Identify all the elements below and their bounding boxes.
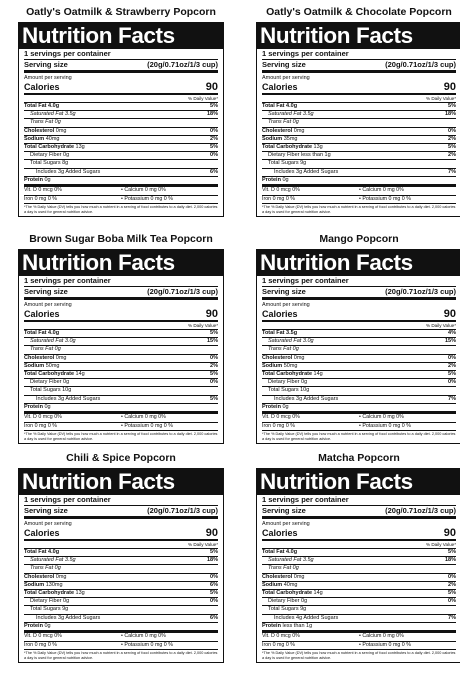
sugars-value: 9g	[300, 160, 307, 167]
carbohydrate-row: Total Carbohydrate 14g 5%	[262, 371, 456, 379]
calories-label: Calories	[262, 528, 298, 538]
added-sugars-label: Includes 3g Added Sugars	[36, 614, 101, 621]
sugars-row: Total Sugars 9g	[24, 606, 218, 614]
carbohydrate-row: Total Carbohydrate 13g 5%	[262, 144, 456, 152]
carbohydrate-value: 14g	[313, 590, 323, 597]
calories-value: 90	[443, 81, 456, 93]
calcium: • Calcium 0 mg 0%	[121, 633, 166, 640]
amount-per-serving: Amount per serving	[24, 302, 72, 308]
nutrition-facts-header: Nutrition Facts	[257, 250, 460, 276]
sodium-dv: 6%	[210, 581, 218, 588]
total-fat-value: 4.0g	[286, 103, 298, 109]
carbohydrate-value: 13g	[75, 590, 85, 597]
total-fat-dv: 4%	[448, 330, 456, 336]
nutrition-facts-header: Nutrition Facts	[257, 23, 460, 49]
serving-size-label: Serving size	[262, 287, 306, 296]
trans-fat-value: 0g	[54, 565, 61, 572]
saturated-fat-row: Saturated Fat 3.5g 18%	[262, 557, 456, 565]
carbohydrate-dv: 5%	[448, 144, 456, 151]
servings-per-container: 1 servings per container	[262, 49, 456, 60]
calcium: • Calcium 0 mg 0%	[359, 187, 404, 194]
amount-per-serving: Amount per serving	[24, 521, 72, 527]
daily-value-header: % Daily Value*	[262, 322, 456, 330]
cholesterol-value: 0mg	[55, 573, 67, 580]
cholesterol-row: Cholesterol 0mg 0%	[24, 355, 218, 363]
added-sugars-row	[24, 169, 218, 177]
total-fat-row: Total Fat 4.0g 5%	[24, 549, 218, 557]
nutrition-label	[256, 22, 460, 217]
fiber-row	[24, 152, 218, 160]
sugars-row: Total Sugars 10g	[262, 387, 456, 395]
daily-value-header: % Daily Value*	[262, 541, 456, 549]
vitamin-row	[24, 414, 218, 423]
sodium-dv: 2%	[210, 362, 218, 369]
serving-size-value: (20g/0.71oz/1/3 cup)	[385, 60, 456, 69]
carbohydrate-value: 14g	[313, 371, 323, 378]
mineral-row	[262, 642, 456, 651]
fiber-label: Dietary Fiber 0g	[30, 598, 70, 605]
saturated-fat-dv: 15%	[444, 338, 456, 345]
protein-value: 0g	[44, 622, 51, 629]
saturated-fat-dv: 18%	[444, 557, 456, 564]
total-fat-value: 3.5g	[286, 330, 298, 336]
fiber-row	[262, 598, 456, 606]
total-fat-value: 4.0g	[48, 330, 60, 336]
carbohydrate-dv: 5%	[448, 590, 456, 597]
serving-size-row	[24, 506, 218, 519]
trans-fat-value: 0g	[292, 565, 299, 572]
vitamin-d: Vit. D 0 mcg 0%	[262, 187, 300, 194]
calcium: • Calcium 0 mg 0%	[121, 414, 166, 421]
calories-value: 90	[443, 527, 456, 539]
cholesterol-row: Cholesterol 0mg 0%	[24, 574, 218, 582]
serving-size-value: (20g/0.71oz/1/3 cup)	[385, 287, 456, 296]
serving-size-value: (20g/0.71oz/1/3 cup)	[147, 506, 218, 515]
carbohydrate-value: 13g	[313, 144, 323, 151]
serving-size-row	[24, 60, 218, 73]
protein-value: 0g	[282, 403, 289, 410]
protein-row: Protein 0g	[24, 177, 218, 187]
carbohydrate-row: Total Carbohydrate 13g 5%	[24, 144, 218, 152]
cholesterol-row: Cholesterol 0mg 0%	[262, 355, 456, 363]
product-panel	[256, 5, 460, 217]
trans-fat-value: 0g	[54, 346, 61, 353]
nutrition-label	[18, 22, 224, 217]
cholesterol-value: 0mg	[293, 127, 305, 134]
added-sugars-dv: 6%	[210, 614, 218, 621]
fiber-dv: 0%	[210, 598, 218, 605]
saturated-fat-value: 3.0g	[64, 338, 76, 345]
potassium: • Potassium 0 mg 0 %	[121, 641, 173, 648]
nutrition-label	[256, 249, 460, 444]
sodium-value: 40mg	[283, 581, 298, 588]
amount-per-serving: Amount per serving	[24, 75, 72, 81]
trans-fat-row: Trans Fat 0g	[24, 565, 218, 573]
carbohydrate-value: 13g	[75, 144, 85, 151]
calories-value: 90	[443, 308, 456, 320]
fiber-row	[24, 379, 218, 387]
footnote: *The % Daily Value (DV) tells you how much a nutrient in a serving of food contributes to a daily diet. 2,000 calories a day is used for general nutrition advice.	[24, 205, 218, 215]
potassium: • Potassium 0 mg 0 %	[359, 641, 411, 648]
protein-value: 0g	[44, 176, 51, 183]
total-fat-value: 4.0g	[286, 549, 298, 555]
serving-size-row	[24, 287, 218, 300]
cholesterol-dv: 0%	[448, 354, 456, 361]
product-title: Oatly's Oatmilk & Chocolate Popcorn	[266, 6, 452, 18]
trans-fat-row: Trans Fat 0g	[262, 565, 456, 573]
vitamin-d: Vit. D 0 mcg 0%	[24, 187, 62, 194]
sodium-dv: 2%	[448, 581, 456, 588]
serving-size-label: Serving size	[24, 287, 68, 296]
saturated-fat-dv: 15%	[206, 338, 218, 345]
added-sugars-dv: 7%	[448, 168, 456, 175]
cholesterol-row: Cholesterol 0mg 0%	[262, 574, 456, 582]
sugars-value: 9g	[300, 606, 307, 613]
total-fat-value: 4.0g	[48, 103, 60, 109]
servings-per-container: 1 servings per container	[24, 495, 218, 506]
calcium: • Calcium 0 mg 0%	[359, 414, 404, 421]
product-panel	[18, 451, 224, 663]
calories-label: Calories	[262, 309, 298, 319]
saturated-fat-value: 3.5g	[64, 111, 76, 118]
fiber-label: Dietary Fiber 0g	[30, 152, 70, 159]
vitamin-row	[24, 187, 218, 196]
sodium-dv: 2%	[210, 135, 218, 142]
nutrition-label	[256, 468, 460, 663]
nutrition-facts-header: Nutrition Facts	[19, 23, 223, 49]
added-sugars-dv: 5%	[210, 395, 218, 402]
serving-size-label: Serving size	[262, 60, 306, 69]
carbohydrate-row: Total Carbohydrate 14g 5%	[262, 590, 456, 598]
serving-size-label: Serving size	[24, 506, 68, 515]
nutrition-facts-header: Nutrition Facts	[19, 250, 223, 276]
sodium-value: 130mg	[45, 581, 63, 588]
trans-fat-value: 0g	[292, 346, 299, 353]
total-fat-dv: 5%	[448, 549, 456, 555]
amount-per-serving: Amount per serving	[262, 75, 310, 81]
mineral-row	[262, 423, 456, 432]
sugars-value: 10g	[62, 387, 72, 394]
product-title: Chili & Spice Popcorn	[66, 452, 176, 464]
mineral-row	[24, 642, 218, 651]
calories-row	[24, 309, 218, 322]
protein-row: Protein 0g	[262, 404, 456, 414]
saturated-fat-dv: 18%	[444, 111, 456, 118]
protein-row: Protein 0g	[24, 404, 218, 414]
sugars-value: 9g	[62, 606, 69, 613]
mineral-row	[24, 196, 218, 205]
potassium: • Potassium 0 mg 0 %	[359, 422, 411, 429]
daily-value-header: % Daily Value*	[24, 322, 218, 330]
mineral-row	[24, 423, 218, 432]
fiber-label: Dietary Fiber 0g	[268, 379, 308, 386]
calories-row	[262, 309, 456, 322]
cholesterol-value: 0mg	[293, 573, 305, 580]
total-fat-row: Total Fat 3.5g 4%	[262, 330, 456, 338]
nutrition-facts-header: Nutrition Facts	[257, 469, 460, 495]
carbohydrate-value: 14g	[75, 371, 85, 378]
cholesterol-row: Cholesterol 0mg 0%	[24, 128, 218, 136]
total-fat-value: 4.0g	[48, 549, 60, 555]
fiber-dv: 0%	[448, 379, 456, 386]
serving-size-row	[262, 60, 456, 73]
saturated-fat-row: Saturated Fat 3.0g 15%	[24, 338, 218, 346]
added-sugars-label: Includes 3g Added Sugars	[36, 395, 101, 402]
sugars-value: 10g	[300, 387, 310, 394]
cholesterol-dv: 0%	[448, 573, 456, 580]
added-sugars-row	[262, 396, 456, 404]
trans-fat-value: 0g	[292, 119, 299, 126]
vitamin-d: Vit. D 0 mcg 0%	[262, 414, 300, 421]
added-sugars-label: Includes 3g Added Sugars	[36, 168, 101, 175]
carbohydrate-row: Total Carbohydrate 14g 5%	[24, 371, 218, 379]
added-sugars-label: Includes 4g Added Sugars	[274, 614, 339, 621]
vitamin-row	[262, 633, 456, 642]
cholesterol-dv: 0%	[210, 127, 218, 134]
product-panel	[256, 451, 460, 663]
calories-row	[24, 528, 218, 541]
calories-label: Calories	[262, 82, 298, 92]
added-sugars-row	[262, 169, 456, 177]
cholesterol-value: 0mg	[55, 354, 67, 361]
sugars-row: Total Sugars 10g	[24, 387, 218, 395]
added-sugars-dv: 7%	[448, 395, 456, 402]
saturated-fat-row: Saturated Fat 3.5g 18%	[262, 111, 456, 119]
serving-size-row	[262, 506, 456, 519]
carbohydrate-dv: 5%	[448, 371, 456, 378]
sodium-row: Sodium 40mg 2%	[24, 136, 218, 144]
calcium: • Calcium 0 mg 0%	[121, 187, 166, 194]
cholesterol-value: 0mg	[293, 354, 305, 361]
fiber-label: Dietary Fiber 0g	[268, 598, 308, 605]
calories-label: Calories	[24, 82, 60, 92]
serving-size-label: Serving size	[24, 60, 68, 69]
nutrition-label	[18, 249, 224, 444]
product-title: Oatly's Oatmilk & Strawberry Popcorn	[26, 6, 216, 18]
product-title: Brown Sugar Boba Milk Tea Popcorn	[29, 233, 213, 245]
fiber-row	[262, 379, 456, 387]
added-sugars-row	[262, 615, 456, 623]
serving-size-value: (20g/0.71oz/1/3 cup)	[147, 60, 218, 69]
fiber-dv: 2%	[448, 152, 456, 159]
fiber-row	[24, 598, 218, 606]
calories-label: Calories	[24, 528, 60, 538]
saturated-fat-value: 3.0g	[302, 338, 314, 345]
serving-size-value: (20g/0.71oz/1/3 cup)	[147, 287, 218, 296]
sodium-value: 35mg	[283, 135, 298, 142]
carbohydrate-row: Total Carbohydrate 13g 5%	[24, 590, 218, 598]
saturated-fat-value: 3.5g	[64, 557, 76, 564]
saturated-fat-row: Saturated Fat 3.0g 15%	[262, 338, 456, 346]
iron: Iron 0 mg 0 %	[262, 195, 295, 202]
saturated-fat-row: Saturated Fat 3.5g 18%	[24, 111, 218, 119]
fiber-label: Dietary Fiber 0g	[30, 379, 70, 386]
fiber-label: Dietary Fiber less than 1g	[268, 152, 331, 159]
sodium-dv: 2%	[448, 135, 456, 142]
protein-value: 0g	[282, 176, 289, 183]
product-panel	[18, 232, 224, 444]
trans-fat-value: 0g	[54, 119, 61, 126]
protein-row: Protein 0g	[24, 623, 218, 633]
product-panel	[256, 232, 460, 444]
added-sugars-row	[24, 615, 218, 623]
total-fat-row: Total Fat 4.0g 5%	[262, 103, 456, 111]
sodium-value: 50mg	[283, 362, 298, 369]
mineral-row	[262, 196, 456, 205]
vitamin-row	[262, 187, 456, 196]
calories-row	[262, 82, 456, 95]
vitamin-row	[262, 414, 456, 423]
calories-label: Calories	[24, 309, 60, 319]
total-fat-dv: 5%	[210, 330, 218, 336]
iron: Iron 0 mg 0 %	[262, 641, 295, 648]
fiber-dv: 0%	[210, 379, 218, 386]
vitamin-d: Vit. D 0 mcg 0%	[24, 414, 62, 421]
trans-fat-row: Trans Fat 0g	[24, 346, 218, 354]
vitamin-d: Vit. D 0 mcg 0%	[24, 633, 62, 640]
sodium-row: Sodium 50mg 2%	[24, 363, 218, 371]
nutrition-facts-header: Nutrition Facts	[19, 469, 223, 495]
potassium: • Potassium 0 mg 0 %	[359, 195, 411, 202]
servings-per-container: 1 servings per container	[24, 49, 218, 60]
sodium-value: 50mg	[45, 362, 60, 369]
product-title: Mango Popcorn	[319, 233, 399, 245]
cholesterol-row: Cholesterol 0mg 0%	[262, 128, 456, 136]
total-fat-row: Total Fat 4.0g 5%	[24, 103, 218, 111]
daily-value-header: % Daily Value*	[262, 95, 456, 103]
sugars-row: Total Sugars 8g	[24, 160, 218, 168]
added-sugars-label: Includes 3g Added Sugars	[274, 395, 339, 402]
sugars-value: 8g	[62, 160, 69, 167]
footnote: *The % Daily Value (DV) tells you how much a nutrient in a serving of food contributes to a daily diet. 2,000 calories a day is used for general nutrition advice.	[24, 432, 218, 442]
footnote: *The % Daily Value (DV) tells you how much a nutrient in a serving of food contributes to a daily diet. 2,000 calories a day is used for general nutrition advice.	[24, 651, 218, 661]
servings-per-container: 1 servings per container	[262, 495, 456, 506]
iron: Iron 0 mg 0 %	[262, 422, 295, 429]
potassium: • Potassium 0 mg 0 %	[121, 195, 173, 202]
product-title: Matcha Popcorn	[318, 452, 400, 464]
added-sugars-label: Includes 3g Added Sugars	[274, 168, 339, 175]
potassium: • Potassium 0 mg 0 %	[121, 422, 173, 429]
footnote: *The % Daily Value (DV) tells you how much a nutrient in a serving of food contributes to a daily diet. 2,000 calories a day is used for general nutrition advice.	[262, 651, 456, 661]
vitamin-d: Vit. D 0 mcg 0%	[262, 633, 300, 640]
fiber-dv: 0%	[210, 152, 218, 159]
sodium-row: Sodium 35mg 2%	[262, 136, 456, 144]
total-fat-dv: 5%	[448, 103, 456, 109]
iron: Iron 0 mg 0 %	[24, 422, 57, 429]
cholesterol-dv: 0%	[210, 573, 218, 580]
servings-per-container: 1 servings per container	[24, 276, 218, 287]
serving-size-row	[262, 287, 456, 300]
footnote: *The % Daily Value (DV) tells you how much a nutrient in a serving of food contributes to a daily diet. 2,000 calories a day is used for general nutrition advice.	[262, 205, 456, 215]
carbohydrate-dv: 5%	[210, 371, 218, 378]
added-sugars-dv: 7%	[448, 614, 456, 621]
amount-per-serving: Amount per serving	[262, 302, 310, 308]
protein-value: 0g	[44, 403, 51, 410]
carbohydrate-dv: 5%	[210, 590, 218, 597]
footnote: *The % Daily Value (DV) tells you how much a nutrient in a serving of food contributes to a daily diet. 2,000 calories a day is used for general nutrition advice.	[262, 432, 456, 442]
cholesterol-value: 0mg	[55, 127, 67, 134]
cholesterol-dv: 0%	[210, 354, 218, 361]
sodium-row: Sodium 130mg 6%	[24, 582, 218, 590]
sodium-row: Sodium 50mg 2%	[262, 363, 456, 371]
serving-size-label: Serving size	[262, 506, 306, 515]
calories-row	[24, 82, 218, 95]
protein-row: Protein less than 1g	[262, 623, 456, 633]
added-sugars-dv: 6%	[210, 168, 218, 175]
saturated-fat-value: 3.5g	[302, 557, 314, 564]
trans-fat-row: Trans Fat 0g	[24, 119, 218, 127]
sugars-row: Total Sugars 9g	[262, 160, 456, 168]
amount-per-serving: Amount per serving	[262, 521, 310, 527]
daily-value-header: % Daily Value*	[24, 541, 218, 549]
trans-fat-row: Trans Fat 0g	[262, 119, 456, 127]
calories-value: 90	[205, 81, 218, 93]
saturated-fat-dv: 18%	[206, 111, 218, 118]
nutrition-label	[18, 468, 224, 663]
total-fat-dv: 5%	[210, 103, 218, 109]
serving-size-value: (20g/0.71oz/1/3 cup)	[385, 506, 456, 515]
protein-value: less than 1g	[282, 622, 313, 629]
vitamin-row	[24, 633, 218, 642]
daily-value-header: % Daily Value*	[24, 95, 218, 103]
iron: Iron 0 mg 0 %	[24, 641, 57, 648]
calories-value: 90	[205, 308, 218, 320]
sugars-row: Total Sugars 9g	[262, 606, 456, 614]
cholesterol-dv: 0%	[448, 127, 456, 134]
carbohydrate-dv: 5%	[210, 144, 218, 151]
fiber-dv: 0%	[448, 598, 456, 605]
servings-per-container: 1 servings per container	[262, 276, 456, 287]
trans-fat-row: Trans Fat 0g	[262, 346, 456, 354]
calcium: • Calcium 0 mg 0%	[359, 633, 404, 640]
saturated-fat-row: Saturated Fat 3.5g 18%	[24, 557, 218, 565]
total-fat-row: Total Fat 4.0g 5%	[24, 330, 218, 338]
protein-row: Protein 0g	[262, 177, 456, 187]
added-sugars-row	[24, 396, 218, 404]
iron: Iron 0 mg 0 %	[24, 195, 57, 202]
sodium-row: Sodium 40mg 2%	[262, 582, 456, 590]
calories-value: 90	[205, 527, 218, 539]
saturated-fat-dv: 18%	[206, 557, 218, 564]
sodium-value: 40mg	[45, 135, 60, 142]
saturated-fat-value: 3.5g	[302, 111, 314, 118]
sodium-dv: 2%	[448, 362, 456, 369]
product-panel	[18, 5, 224, 217]
total-fat-row: Total Fat 4.0g 5%	[262, 549, 456, 557]
calories-row	[262, 528, 456, 541]
fiber-row	[262, 152, 456, 160]
total-fat-dv: 5%	[210, 549, 218, 555]
